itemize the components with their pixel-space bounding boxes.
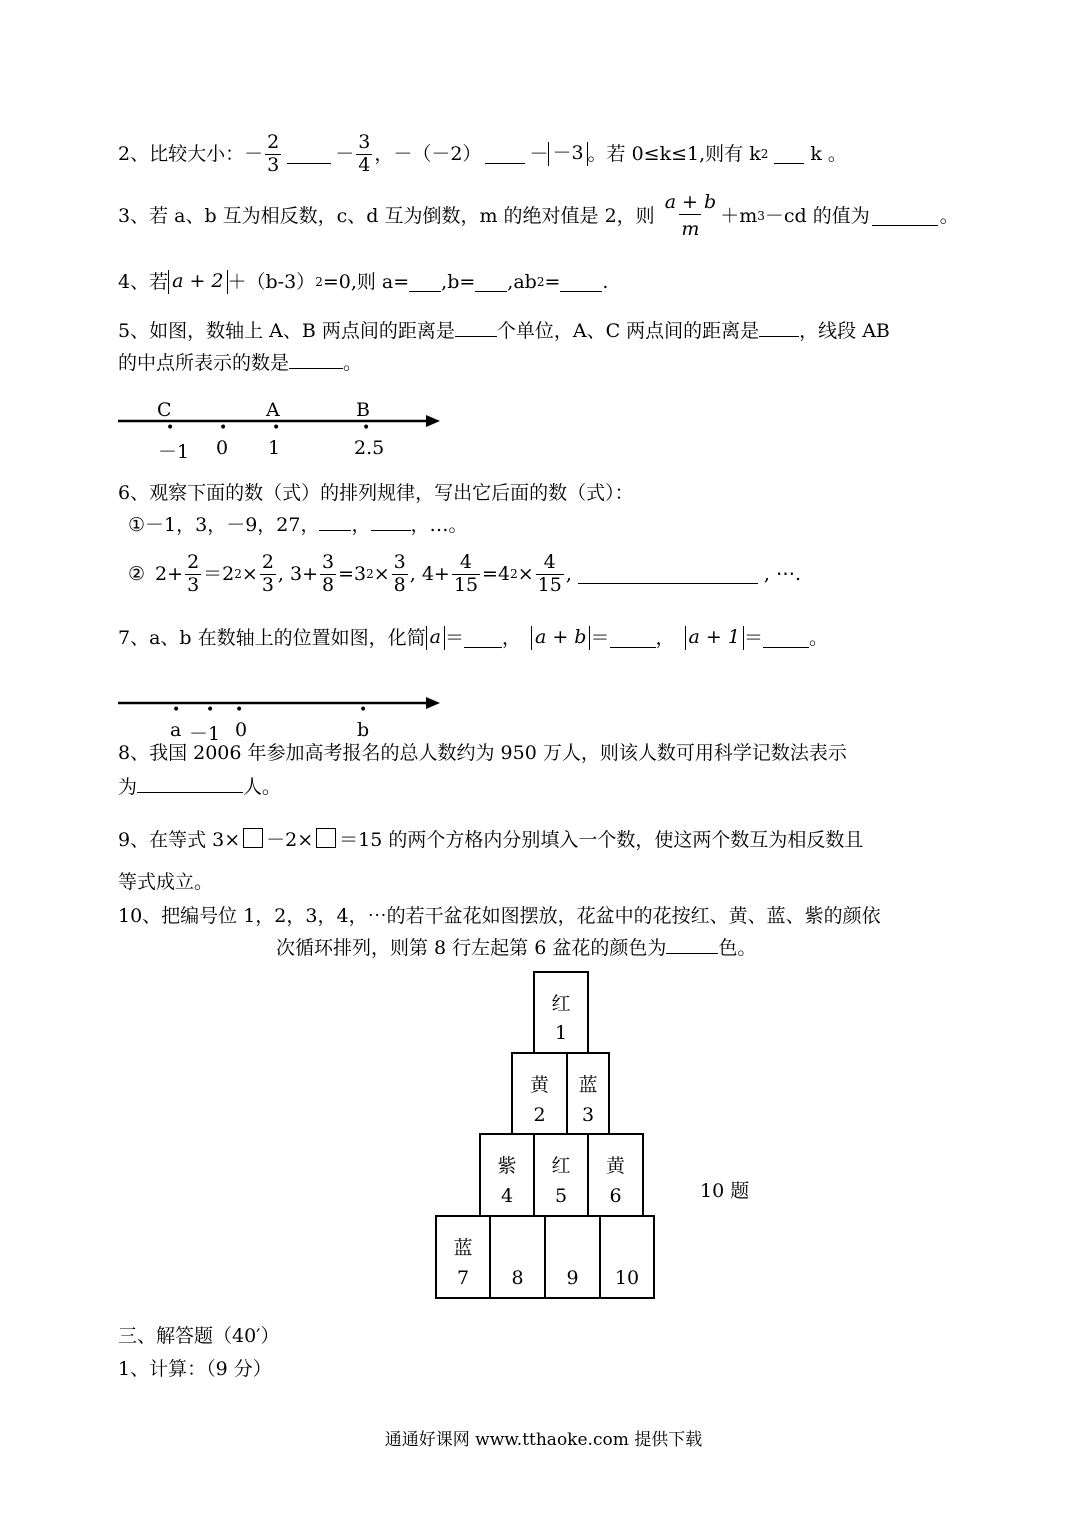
- numerator: 2: [261, 550, 274, 573]
- pot-4: [479, 1133, 535, 1217]
- denominator: 15: [537, 573, 562, 596]
- question-text: 色。: [718, 937, 757, 959]
- question-text: 9、在等式 3×: [118, 829, 241, 851]
- pot-number: 3: [581, 1104, 595, 1126]
- tick-label: b: [357, 719, 370, 741]
- sequence-text: ，…。: [410, 514, 468, 536]
- answer-blank[interactable]: [455, 335, 497, 337]
- comma: ，: [655, 626, 675, 649]
- answer-blank[interactable]: [287, 162, 331, 164]
- dot: •: [206, 702, 215, 718]
- answer-blank[interactable]: [319, 529, 351, 531]
- figure-caption: 10 题: [700, 1180, 750, 1202]
- comma: ，: [374, 142, 394, 165]
- question-10-line-2: [276, 939, 756, 958]
- point-label-a: A: [266, 399, 280, 421]
- pot-8: [489, 1215, 546, 1299]
- fraction: [320, 552, 336, 597]
- minus-sign: －: [529, 142, 549, 165]
- answer-blank-ab[interactable]: [560, 290, 602, 292]
- question-6-title: 6、观察下面的数（式）的排列规律，写出它后面的数（式）：: [118, 482, 634, 504]
- comma: ，: [351, 514, 371, 536]
- fraction: [185, 552, 201, 597]
- equals-sign: ＝: [590, 626, 610, 649]
- question-3: 3、若 a、b 互为相反数，c、d 互为倒数，m 的绝对值是 2，则 $\frac{a + b}{m}$ ＋m 3 －cd 的值为 。: [118, 190, 959, 240]
- pot-3: [566, 1052, 610, 1135]
- times-sign: ×: [517, 562, 534, 585]
- question-text: 7、a、b 在数轴上的位置如图，化简: [118, 626, 426, 649]
- absolute-value: a + 2: [168, 270, 227, 294]
- point-label-c: C: [157, 399, 172, 421]
- pot-5: [533, 1133, 589, 1217]
- fraction: [265, 132, 281, 177]
- answer-blank[interactable]: [759, 335, 799, 337]
- pot-color: 黄: [529, 1074, 549, 1096]
- question-text: ，线段 AB: [799, 320, 890, 342]
- question-text: k 。: [810, 142, 847, 165]
- answer-blank[interactable]: [485, 162, 525, 164]
- equals-sign: ＝: [743, 626, 763, 649]
- fraction: [392, 552, 408, 597]
- question-text: －2×: [266, 829, 314, 851]
- sequence-text: ①－1，3，－9，27，: [128, 514, 320, 536]
- tick-label: 0: [216, 437, 229, 459]
- subquestion-1: 1、计算：（9 分）: [118, 1358, 272, 1380]
- answer-blank[interactable]: [666, 952, 718, 954]
- question-text: ,b=: [441, 270, 476, 293]
- item-label: ②: [128, 562, 146, 585]
- answer-blank[interactable]: [610, 646, 656, 648]
- minus-sign: －: [244, 142, 264, 165]
- answer-blank[interactable]: [289, 367, 343, 369]
- denominator: 8: [393, 573, 406, 596]
- question-number: 2、: [118, 142, 150, 165]
- arrow-icon: [426, 697, 440, 709]
- pot-7: [435, 1215, 491, 1299]
- fraction: [663, 192, 719, 241]
- question-text: －cd 的值为: [764, 204, 870, 227]
- expression: ＋m: [720, 204, 758, 227]
- pot-1: [533, 971, 589, 1054]
- question-5-line-2: [118, 354, 362, 373]
- number-line-q7: [116, 694, 446, 714]
- pot-6: [587, 1133, 644, 1217]
- question-9-line-2: 等式成立。: [118, 871, 214, 893]
- denominator: 8: [322, 573, 335, 596]
- numerator: 2: [187, 550, 200, 573]
- denominator: 3: [261, 573, 274, 596]
- times-sign: ×: [241, 562, 258, 585]
- fraction: [260, 552, 276, 597]
- pot-number: 5: [554, 1185, 568, 1207]
- point-label-b: B: [356, 399, 370, 421]
- answer-blank[interactable]: [371, 529, 411, 531]
- dot: •: [219, 420, 228, 436]
- term-text: =4: [482, 562, 511, 585]
- tick-label: －1: [189, 723, 221, 745]
- term-text: , 4+: [409, 562, 450, 585]
- absolute-value: －3: [548, 142, 587, 166]
- comma: ,: [565, 562, 572, 585]
- answer-box[interactable]: [316, 828, 336, 848]
- denominator: 3: [267, 153, 280, 176]
- answer-blank[interactable]: [763, 646, 809, 648]
- answer-blank[interactable]: [774, 162, 804, 164]
- fraction: [536, 552, 564, 597]
- absolute-value: a + 1: [685, 626, 744, 650]
- question-7: [118, 622, 828, 654]
- answer-box[interactable]: [243, 828, 263, 848]
- absolute-value: a + b: [531, 626, 591, 650]
- numerator: a + b: [664, 190, 717, 213]
- period: .: [602, 270, 609, 293]
- section-heading: 三、解答题（40′）: [118, 1325, 280, 1347]
- question-6-sequence-2: ② 2+ $\frac{2}{3}$ ＝2 2 × $\frac{2}{3}$ , 3+ $\frac{3}{8}$ =3 2 × $\frac{3}{8}$ , 4+ $\frac{4}{15}$ =4 2 × $\frac{4}{15}$ , , ⋯.: [128, 550, 801, 596]
- expression: ＋（b-3）: [227, 270, 316, 293]
- ellipsis: , ⋯.: [763, 562, 801, 585]
- answer-blank[interactable]: [137, 791, 243, 793]
- pot-color: 蓝: [453, 1237, 473, 1259]
- question-text: 人。: [243, 776, 282, 798]
- numerator: 4: [543, 550, 556, 573]
- dot: •: [272, 420, 281, 436]
- minus-sign: －: [335, 142, 355, 165]
- fraction: [452, 552, 480, 597]
- question-text: ,ab: [507, 270, 537, 293]
- expression: －（－2）: [393, 142, 482, 165]
- dot: •: [359, 702, 368, 718]
- denominator: 3: [187, 573, 200, 596]
- dot: •: [172, 702, 181, 718]
- absolute-value: a: [426, 626, 445, 650]
- pot-10: [599, 1215, 655, 1299]
- answer-blank[interactable]: [464, 646, 502, 648]
- question-10-line-1: 10、把编号位 1，2，3，4，⋯的若干盆花如图摆放，花盆中的花按红、黄、蓝、紫的颜依: [118, 905, 881, 927]
- times-sign: ×: [373, 562, 390, 585]
- pot-number: 8: [511, 1267, 524, 1289]
- term-text: ＝2: [203, 562, 235, 585]
- question-text: ＝15 的两个方格内分别填入一个数，使这两个数互为相反数且: [339, 829, 864, 851]
- question-text: 个单位，A、C 两点间的距离是: [496, 320, 760, 342]
- term-text: =3: [338, 562, 367, 585]
- question-6-sequence-1: [128, 516, 468, 535]
- answer-blank-a[interactable]: [409, 290, 441, 292]
- question-5-line-1: [118, 322, 890, 341]
- pot-2: [511, 1052, 568, 1135]
- answer-blank-b[interactable]: [475, 290, 507, 292]
- question-9-line-1: [118, 828, 863, 850]
- question-text: 。若 0≤k≤1,则有 k: [587, 142, 761, 165]
- term-text: , 3+: [277, 562, 318, 585]
- pot-number: 2: [533, 1104, 546, 1126]
- question-text: 为: [118, 776, 138, 798]
- arrow-icon: [426, 415, 440, 427]
- question-text: =0,则 a=: [322, 270, 410, 293]
- pot-color: 紫: [497, 1155, 517, 1177]
- page-footer: 通通好课网 www.tthaoke.com 提供下载: [384, 1430, 703, 1450]
- denominator: m: [679, 214, 701, 241]
- dot: •: [166, 420, 175, 436]
- equals-sign: =: [544, 270, 561, 293]
- tick-label: －1: [158, 441, 190, 463]
- pot-number: 4: [500, 1185, 514, 1207]
- denominator: 15: [453, 573, 479, 596]
- pot-number: 6: [609, 1185, 622, 1207]
- period: 。: [939, 204, 959, 227]
- numerator: 3: [393, 550, 406, 573]
- question-8-line-1: 8、我国 2006 年参加高考报名的总人数约为 950 万人，则该人数可用科学记数法表示: [118, 742, 847, 764]
- numerator: 3: [322, 550, 335, 573]
- answer-blank[interactable]: [872, 224, 938, 226]
- period: 。: [343, 352, 363, 374]
- pot-number: 1: [554, 1022, 568, 1044]
- tick-label: a: [170, 719, 182, 741]
- question-text: 比较大小：: [149, 142, 245, 165]
- pot-color: 红: [551, 993, 571, 1015]
- comma: ，: [501, 626, 521, 649]
- question-8-line-2: [118, 778, 281, 797]
- denominator: 4: [358, 153, 371, 176]
- answer-blank[interactable]: [578, 582, 758, 584]
- equals-sign: ＝: [444, 626, 464, 649]
- pot-9: [544, 1215, 601, 1299]
- dot: •: [362, 420, 371, 436]
- question-text: 5、如图，数轴上 A、B 两点间的距离是: [118, 320, 455, 342]
- pot-number: 9: [566, 1267, 579, 1289]
- numerator: 4: [459, 550, 472, 573]
- fraction: [356, 132, 372, 177]
- tick-label: 1: [268, 437, 281, 459]
- numerator: 2: [267, 130, 280, 153]
- numerator: 3: [358, 130, 371, 153]
- pot-color: 黄: [605, 1155, 625, 1177]
- question-text: 次循环排列，则第 8 行左起第 6 盆花的颜色为: [276, 937, 667, 959]
- tick-label: 0: [235, 719, 248, 741]
- pot-color: 红: [551, 1155, 571, 1177]
- question-text: 4、若: [118, 270, 169, 293]
- tick-label: 2.5: [354, 437, 385, 459]
- period: 。: [808, 626, 828, 649]
- pot-color: 蓝: [578, 1074, 598, 1096]
- question-text: 的中点所表示的数是: [118, 352, 290, 374]
- term-text: 2+: [155, 562, 184, 585]
- pot-number: 10: [614, 1267, 640, 1289]
- dot: •: [235, 702, 244, 718]
- pot-number: 7: [456, 1267, 470, 1289]
- question-text: 3、若 a、b 互为相反数，c、d 互为倒数，m 的绝对值是 2，则: [118, 204, 655, 227]
- question-2: 2、 比较大小： － $\frac{2}{3}$ － $\frac{3}{4}$ ， －（－2） － －3 。若 0≤k≤1,则有 k 2 k 。: [118, 130, 847, 176]
- question-4: 4、若 a + 2 ＋（b-3） 2 =0,则 a= ,b= ,ab 2 = .: [118, 270, 609, 293]
